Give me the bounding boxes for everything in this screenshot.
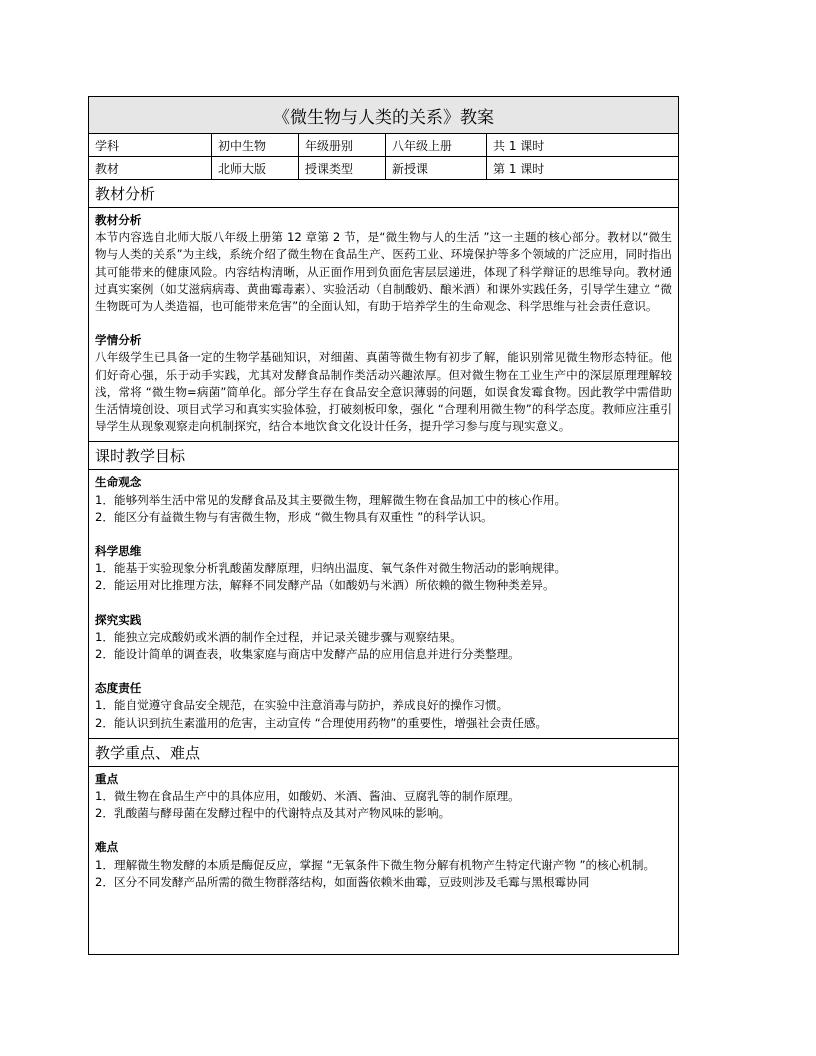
info-label-textbook: 教材 bbox=[89, 157, 212, 179]
info-value-grade: 八年级上册 bbox=[386, 134, 487, 156]
section-body-keypoints bbox=[89, 767, 678, 897]
info-label-grade: 年级册别 bbox=[299, 134, 386, 156]
list-item: 1．微生物在食品生产中的具体应用，如酸奶、米酒、酱油、豆腐乳等的制作原理。 bbox=[95, 789, 520, 804]
info-row-textbook bbox=[89, 157, 678, 180]
section-heading-analysis: 教材分析 bbox=[89, 180, 678, 208]
info-value-lesson-type: 新授课 bbox=[386, 157, 487, 179]
list-item: 1．理解微生物发酵的本质是酶促反应，掌握 “无氧条件下微生物分解有机物产生特定代谢产物 ”的核心机制。 bbox=[95, 857, 656, 872]
spacer bbox=[95, 526, 672, 543]
paragraph-textbook-analysis: 本节内容选自北师大版八年级上册第 12 章第 2 节，是“微生物与人的生活 ”这一主题的核心部分。教材以“微生物与人类的关系”为主线，系统介绍了微生物在食品生产、医药工业、环境保护等多个领域的广泛应用，同时指出其可能带来的健康风险。内容结构清晰，从正面作用到负面危害层层递进，体现了科学辩证的思维导向。教材通过真实案例（如艾滋病病毒、黄曲霉毒素）、实验活动（自制酸奶、酿米酒）和课外实践任务，引导学生建立 “微生物既可为人类造福，也可能带来危害”的全面认知，有助于培养学生的生命观念、科学思维与社会责任意识。 bbox=[95, 230, 672, 314]
list-item: 1．能自觉遵守食品安全规范，在实验中注意消毒与防护，养成良好的操作习惯。 bbox=[95, 698, 509, 713]
info-row-subject bbox=[89, 134, 678, 157]
subheading-attitude-responsibility: 态度责任 bbox=[95, 681, 142, 696]
subheading-life-concept: 生命观念 bbox=[95, 475, 142, 490]
list-item: 2．能区分有益微生物与有害微生物，形成 “微生物具有双重性 ”的科学认识。 bbox=[95, 509, 493, 524]
subheading-textbook-analysis: 教材分析 bbox=[95, 213, 142, 227]
subheading-learner-analysis: 学情分析 bbox=[95, 333, 142, 348]
subheading-scientific-thinking: 科学思维 bbox=[95, 544, 142, 559]
section-body-objectives bbox=[89, 470, 678, 738]
info-value-textbook: 北师大版 bbox=[212, 157, 299, 179]
info-value-total-periods: 共 1 课时 bbox=[493, 138, 545, 153]
document-title: 《微生物与人类的关系》教案 bbox=[89, 97, 678, 134]
section-heading-keypoints: 教学重点、难点 bbox=[89, 739, 678, 767]
spacer bbox=[95, 663, 672, 680]
lesson-plan-document bbox=[88, 96, 679, 955]
info-label-lesson-type: 授课类型 bbox=[299, 157, 386, 179]
spacer bbox=[95, 595, 672, 612]
info-label-subject: 学科 bbox=[89, 134, 212, 156]
subheading-difficult-points: 难点 bbox=[95, 840, 119, 855]
list-item: 1．能够列举生活中常见的发酵食品及其主要微生物，理解微生物在食品加工中的核心作用。 bbox=[95, 492, 567, 507]
spacer bbox=[95, 315, 672, 332]
list-item: 2．能设计简单的调查表，收集家庭与商店中发酵产品的应用信息并进行分类整理。 bbox=[95, 647, 520, 662]
subheading-key-points: 重点 bbox=[95, 771, 119, 786]
list-item: 2．能认识到抗生素滥用的危害，主动宣传 “合理使用药物”的重要性，增强社会责任感。 bbox=[95, 715, 548, 730]
list-item: 2．能运用对比推理方法，解释不同发酵产品（如酸奶与米酒）所依赖的微生物种类差异。 bbox=[95, 578, 555, 593]
info-value-subject: 初中生物 bbox=[212, 134, 299, 156]
list-item: 2．区分不同发酵产品所需的微生物群落结构，如面酱依赖米曲霉，豆豉则涉及毛霉与黑根霉协同 bbox=[95, 874, 590, 889]
list-item: 1．能独立完成酸奶或米酒的制作全过程，并记录关键步骤与观察结果。 bbox=[95, 629, 462, 644]
spacer bbox=[95, 822, 672, 839]
list-item: 1．能基于实验现象分析乳酸菌发酵原理，归纳出温度、氧气条件对微生物活动的影响规律。 bbox=[95, 561, 567, 576]
section-heading-objectives: 课时教学目标 bbox=[89, 442, 678, 470]
paragraph-learner-analysis: 八年级学生已具备一定的生物学基础知识，对细菌、真菌等微生物有初步了解，能识别常见微生物形态特征。他们好奇心强，乐于动手实践，尤其对发酵食品制作类活动兴趣浓厚。但对微生物在工业生产中的深层原理理解较浅，常将 “微生物=病菌”简单化。部分学生存在食品安全意识薄弱的问题，如误食发霉食物。因此教学中需借助生活情境创设、项目式学习和真实实验体验，打破刻板印象，强化 “合理利用微生物”的科学态度。教师应注重引导学生从现象观察走向机制探究，结合本地饮食文化设计任务，提升学习参与度与现实意义。 bbox=[95, 350, 672, 434]
list-item: 2．乳酸菌与酵母菌在发酵过程中的代谢特点及其对产物风味的影响。 bbox=[95, 806, 451, 821]
info-value-current-period: 第 1 课时 bbox=[493, 161, 545, 176]
section-body-analysis bbox=[89, 208, 678, 442]
subheading-inquiry-practice: 探究实践 bbox=[95, 612, 142, 627]
